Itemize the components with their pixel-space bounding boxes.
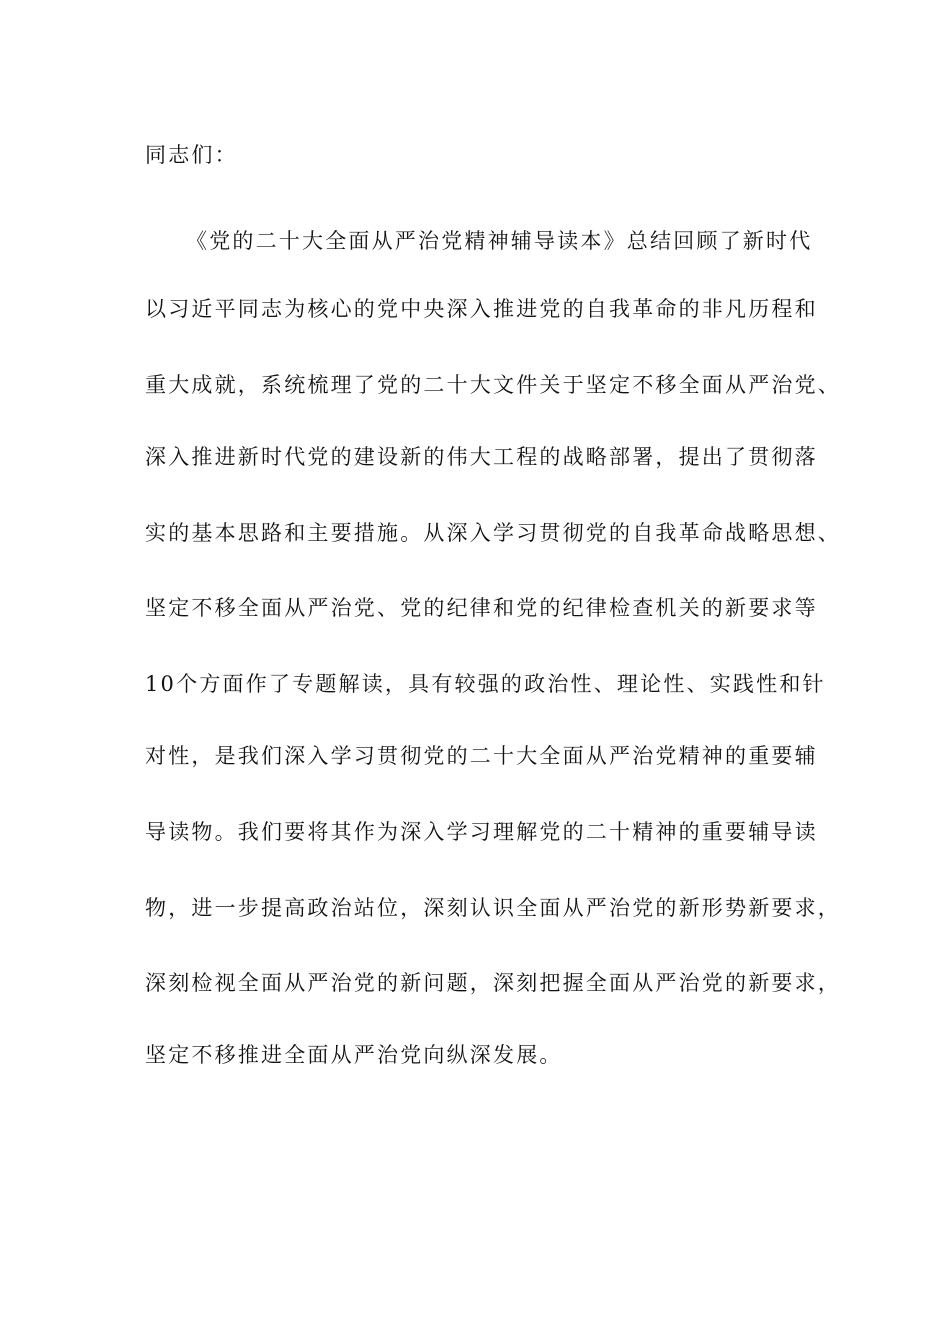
paragraph-line: 10个方面作了专题解读，具有较强的政治性、理论性、实践性和针 [145, 672, 826, 696]
paragraph-line: 以习近平同志为核心的党中央深入推进党的自我革命的非凡历程和 [145, 297, 818, 321]
salutation: 同志们： [145, 143, 238, 167]
paragraph-line: 实的基本思路和主要措施。从深入学习贯彻党的自我革命战略思想、 [145, 521, 841, 545]
paragraph-line: 导读物。我们要将其作为深入学习理解党的二十精神的重要辅导读 [145, 820, 818, 844]
paragraph-line: 重大成就，系统梳理了党的二十大文件关于坚定不移全面从严治党、 [145, 373, 841, 397]
paragraph-line: 深刻检视全面从严治党的新问题，深刻把握全面从严治党的新要求， [145, 971, 841, 995]
paragraph-line: 物，进一步提高政治站位，深刻认识全面从严治党的新形势新要求， [145, 896, 841, 920]
paragraph-line: 坚定不移推进全面从严治党向纵深发展。 [145, 1043, 563, 1067]
paragraph-line: 《党的二十大全面从严治党精神辅导读本》总结回顾了新时代 [186, 229, 813, 253]
paragraph-line: 深入推进新时代党的建设新的伟大工程的战略部署，提出了贯彻落 [145, 445, 818, 469]
paragraph-line: 坚定不移全面从严治党、党的纪律和党的纪律检查机关的新要求等 [145, 596, 818, 620]
paragraph-line: 对性，是我们深入学习贯彻党的二十大全面从严治党精神的重要辅 [145, 744, 818, 768]
